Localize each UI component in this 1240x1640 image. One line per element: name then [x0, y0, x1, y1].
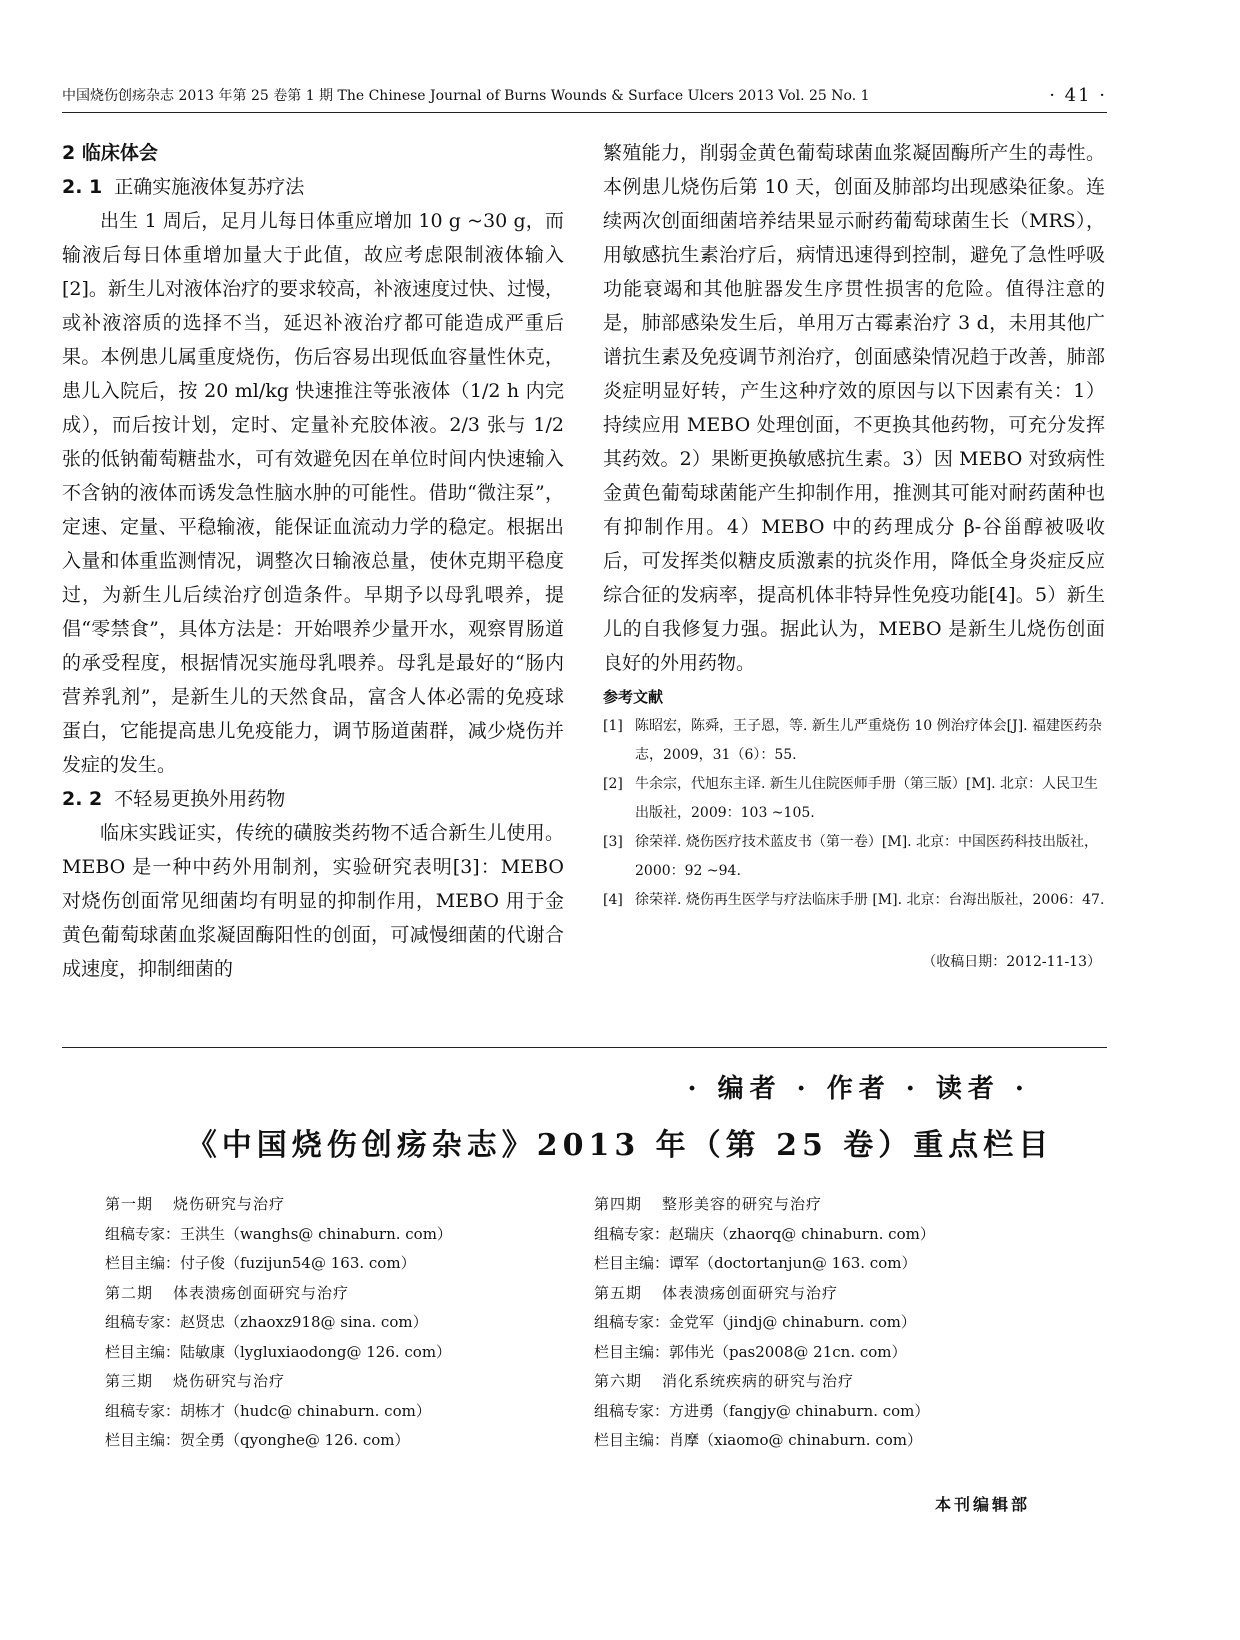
- references-heading: 参考文献: [603, 688, 664, 706]
- reference-item: [603, 770, 1105, 828]
- issue-topic: 烧伤研究与治疗: [173, 1195, 286, 1213]
- issue-topic: 整形美容的研究与治疗: [662, 1195, 823, 1213]
- subsection-title: 正确实施液体复苏疗法: [114, 176, 305, 198]
- journal-citation: 中国烧伤创疡杂志 2013 年第 25 卷第 1 期 The Chinese Journal of Burns Wounds & Surface Ulcers 2013 Vol. 25 No. 1: [62, 88, 870, 104]
- issue-topic: 烧伤研究与治疗: [173, 1372, 286, 1390]
- left-column: [62, 136, 564, 986]
- right-column: [603, 136, 1105, 979]
- received-date: （收稿日期：2012-11-13）: [922, 954, 1101, 970]
- issue-expert: 组稿专家：赵贤忠（zhaoxz918@ sina. com）: [105, 1313, 428, 1331]
- issue-editor: 栏目主编：郭伟光（pas2008@ 21cn. com）: [594, 1342, 907, 1361]
- subsection-number: 2. 1: [62, 176, 103, 198]
- reference-text: 陈昭宏，陈舜，王子恩，等. 新生儿严重烧伤 10 例治疗体会[J]. 福建医药杂志，2009，31（6）：55.: [635, 718, 1103, 763]
- issue-editor: 栏目主编：陆敏康（lygluxiaodong@ 126. com）: [105, 1342, 452, 1361]
- issue-expert: 组稿专家：金党军（jindj@ chinaburn. com）: [594, 1313, 916, 1331]
- issue-editor: 栏目主编：贺全勇（qyonghe@ 126. com）: [105, 1431, 410, 1449]
- reference-number: [4]: [603, 892, 623, 908]
- reference-item: [603, 712, 1105, 770]
- editorial-signoff: 本刊编辑部: [935, 1495, 1031, 1514]
- issue-topic: 消化系统疾病的研究与治疗: [662, 1372, 855, 1390]
- issue-topic: 体表溃疡创面研究与治疗: [173, 1283, 350, 1302]
- issue-period: 第六期: [594, 1372, 643, 1390]
- issue-expert: 组稿专家：赵瑞庆（zhaorq@ chinaburn. com）: [594, 1224, 935, 1243]
- issue-editor: 栏目主编：付子俊（fuzijun54@ 163. com）: [105, 1254, 416, 1272]
- reference-number: [1]: [603, 718, 623, 734]
- issue-expert: 组稿专家：胡栋才（hudc@ chinaburn. com）: [105, 1401, 431, 1420]
- issue-period: 第四期: [594, 1195, 643, 1213]
- issue-title: [594, 1279, 1064, 1309]
- reference-item: [603, 828, 1105, 886]
- issue-title: [594, 1367, 1064, 1397]
- issue-title: [105, 1190, 575, 1220]
- reference-number: [2]: [603, 776, 623, 792]
- page-number: · 41 ·: [1049, 85, 1107, 106]
- reference-text: 徐荣祥. 烧伤医疗技术蓝皮书（第一卷）[M]. 北京：中国医药科技出版社，2000：92 ~94.: [635, 834, 1099, 879]
- issue-expert: 组稿专家：方进勇（fangjy@ chinaburn. com）: [594, 1401, 930, 1420]
- issue-period: 第一期: [105, 1195, 154, 1213]
- reference-item: [603, 886, 1105, 915]
- issue-topic: 体表溃疡创面研究与治疗: [662, 1283, 839, 1302]
- issue-title: [105, 1279, 575, 1309]
- paragraph-continued: 繁殖能力，削弱金黄色葡萄球菌血浆凝固酶所产生的毒性。本例患儿烧伤后第 10 天，创面及肺部均出现感染征象。连续两次创面细菌培养结果显示耐药葡萄球菌生长（MRS），用敏感抗生素治疗后，病情迅速得到控制，避免了急性呼吸功能衰竭和其他脏器发生序贯性损害的危险。值得注意的是，肺部感染发生后，单用万古霉素治疗 3 d，未用其他广谱抗生素及免疫调节剂治疗，创面感染情况趋于改善，肺部炎症明显好转，产生这种疗效的原因与以下因素有关：1）持续应用 MEBO 处理创面，不更换其他药物，可充分发挥其药效。2）果断更换敏感抗生素。3）因 MEBO 对致病性金黄色葡萄球菌能产生抑制作用，推测其可能对耐药菌种也有抑制作用。4）MEBO 中的药理成分 β-谷甾醇被吸收后，可发挥类似糖皮质激素的抗炎作用，降低全身炎症反应综合征的发病率，提高机体非特异性免疫功能[4]。5）新生儿的自我修复力强。据此认为，MEBO 是新生儿烧伤创面良好的外用药物。: [603, 142, 1105, 674]
- issues-list-left: [105, 1190, 575, 1456]
- reference-text: 牛余宗，代旭东主译. 新生儿住院医师手册（第三版）[M]. 北京：人民卫生出版社，2009：103 ~105.: [635, 776, 1099, 821]
- reference-number: [3]: [603, 834, 623, 850]
- featured-columns-title: 《中国烧伤创疡杂志》2013 年（第 25 卷）重点栏目: [186, 1128, 1054, 1163]
- section-divider: [62, 1047, 1107, 1048]
- paragraph-fluid-resuscitation: 出生 1 周后，足月儿每日体重应增加 10 g ~30 g，而输液后每日体重增加量大于此值，故应考虑限制液体输入[2]。新生儿对液体治疗的要求较高，补液速度过快、过慢，或补液溶质的选择不当，延迟补液治疗都可能造成严重后果。本例患儿属重度烧伤，伤后容易出现低血容量性休克，患儿入院后，按 20 ml/kg 快速推注等张液体（1/2 h 内完成），而后按计划，定时、定量补充胶体液。2/3 张与 1/2 张的低钠葡萄糖盐水，可有效避免因在单位时间内快速输入不含钠的液体而诱发急性脑水肿的可能性。借助“微注泵”，定速、定量、平稳输液，能保证血流动力学的稳定。根据出入量和体重监测情况，调整次日输液总量，使休克期平稳度过，为新生儿后续治疗创造条件。早期予以母乳喂养，提倡“零禁食”，具体方法是：开始喂养少量开水，观察胃肠道的承受程度，根据情况实施母乳喂养。母乳是最好的“肠内营养乳剂”，是新生儿的天然食品，富含人体必需的免疫球蛋白，它能提高患儿免疫能力，调节肠道菌群，减少烧伤并发症的发生。: [62, 210, 564, 776]
- issues-list-right: [594, 1190, 1064, 1456]
- issue-editor: 栏目主编：肖摩（xiaomo@ chinaburn. com）: [594, 1431, 923, 1449]
- column-tag: · 编者 · 作者 · 读者 ·: [687, 1074, 1030, 1104]
- issue-period: 第五期: [594, 1283, 643, 1302]
- issue-period: 第三期: [105, 1372, 154, 1390]
- paragraph-external-medication: 临床实践证实，传统的磺胺类药物不适合新生儿使用。MEBO 是一种中药外用制剂，实验研究表明[3]：MEBO 对烧伤创面常见细菌均有明显的抑制作用，MEBO 用于金黄色葡萄球菌血浆凝固酶阳性的创面，可减慢细菌的代谢合成速度，抑制细菌的: [62, 822, 564, 980]
- subsection-heading-2-1: [62, 170, 564, 204]
- issue-editor: 栏目主编：谭军（doctortanjun@ 163. com）: [594, 1254, 917, 1272]
- issue-title: [594, 1190, 1064, 1220]
- reference-text: 徐荣祥. 烧伤再生医学与疗法临床手册 [M]. 北京：台海出版社，2006：47.: [635, 892, 1105, 908]
- issue-expert: 组稿专家：王洪生（wanghs@ chinaburn. com）: [105, 1224, 452, 1243]
- section-heading: 2 临床体会: [62, 142, 158, 164]
- running-header: [62, 86, 1107, 113]
- subsection-title: 不轻易更换外用药物: [114, 788, 286, 810]
- subsection-heading-2-2: [62, 782, 564, 816]
- subsection-number: 2. 2: [62, 788, 103, 810]
- issue-period: 第二期: [105, 1283, 154, 1302]
- issue-title: [105, 1367, 575, 1397]
